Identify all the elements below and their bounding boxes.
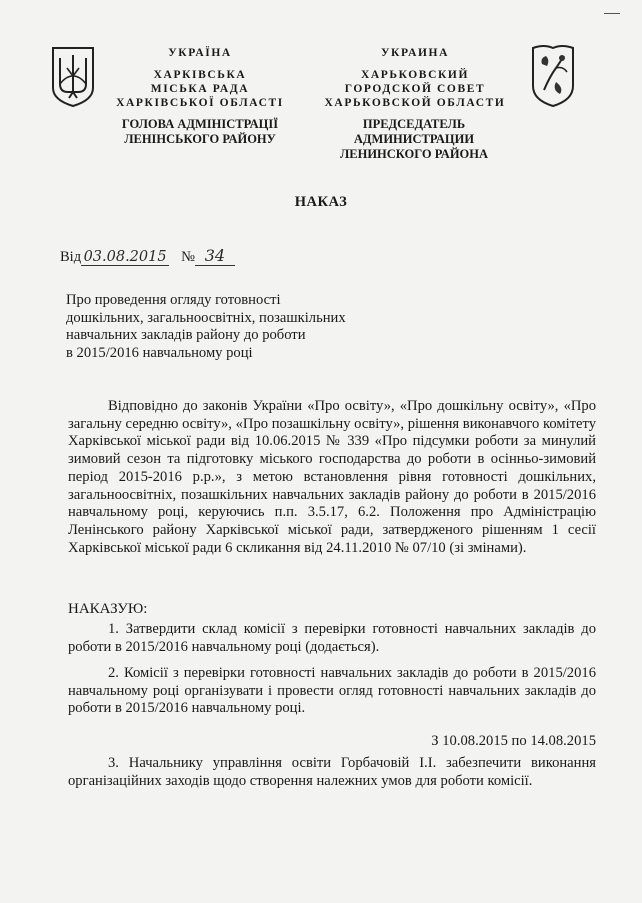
right-council-line: ХАРЬКОВСКОЙ ОБЛАСТИ [324,97,506,109]
deadline: З 10.08.2015 по 14.08.2015 [431,733,596,749]
date-number-line [60,246,235,266]
left-council [110,68,290,110]
right-council-line: ХАРЬКОВСКИЙ [360,69,470,81]
corner-mark [604,13,620,14]
document-title: НАКАЗ [294,194,348,210]
date-prefix: Від [60,249,82,265]
right-country: УКРАИНА [380,47,450,59]
left-council-line: ХАРКІВСЬКА [153,69,247,81]
ukraine-trident-emblem-icon [50,46,96,108]
left-council-line: МІСЬКА РАДА [150,83,250,95]
right-council-line: ГОРОДСКОЙ СОВЕТ [344,83,486,95]
order-item-1: 1. Затвердити склад комісії з перевірки готовності навчальних закладів до роботи в 2015/2016 навчальному році (додається). [68,621,596,655]
document-subject [66,292,346,362]
left-office-line: ЛЕНІНСЬКОГО РАЙОНУ [124,132,276,146]
right-office [305,117,523,162]
number-value: 34 [195,246,235,266]
left-council-line: ХАРКІВСЬКОЇ ОБЛАСТІ [116,97,284,109]
subject-line: Про проведення огляду готовності [66,292,281,308]
order-word: НАКАЗУЮ: [68,601,148,617]
subject-line: навчальних закладів району до роботи [66,327,306,344]
left-office [110,117,290,147]
number-prefix: № [181,249,195,265]
preamble-paragraph: Відповідно до законів України «Про освіту», «Про дошкільну освіту», «Про загальну середню освіту», «Про позашкільну освіту», рішення виконавчого комітету Харківської міської ради від 10.06.2015 № 339 «Про підсумки роботи за минулий зимовий сезон та підготовку міського господарства до роботи в осінньо-зимовий період 2015-2016 р.р.», з метою встановлення рівня готовності дошкільних, загальноосвітніх, позашкільних навчальних закладів району до роботи в 2015/2016 навчальному році, керуючись п.п. 3.5.17, 6.2. Положення про Адміністрацію Ленінського району Харківської міської ради, затвердженого рішенням 1 сесії Харківської міської ради 6 скликання від 24.11.2010 № 07/10 (зі змінами). [68,398,596,556]
subject-line: дошкільних, загальноосвітніх, позашкільних [66,309,346,326]
order-item-3: 3. Начальнику управління освіти Горбачовій І.І. забезпечити виконання організаційних заходів щодо створення належних умов для роботи комісії. [68,755,596,789]
kharkiv-coat-of-arms-icon [530,42,576,108]
right-office-line: ПРЕДСЕДАТЕЛЬ АДМИНИСТРАЦИИ [353,117,475,146]
left-country: УКРАЇНА [168,47,232,59]
left-office-line: ГОЛОВА АДМІНІСТРАЦІЇ [121,117,279,131]
subject-line: в 2015/2016 навчальному році [66,344,253,361]
right-council [320,68,510,110]
right-office-line: ЛЕНИНСКОГО РАЙОНА [339,147,489,161]
date-value: 03.08.2015 [81,249,169,266]
order-item-2: 2. Комісії з перевірки готовності навчальних закладів до роботи в 2015/2016 навчальному році організувати і провести огляд готовності навчальних закладів до роботи в 2015/2016 навчальному році. [68,665,596,717]
